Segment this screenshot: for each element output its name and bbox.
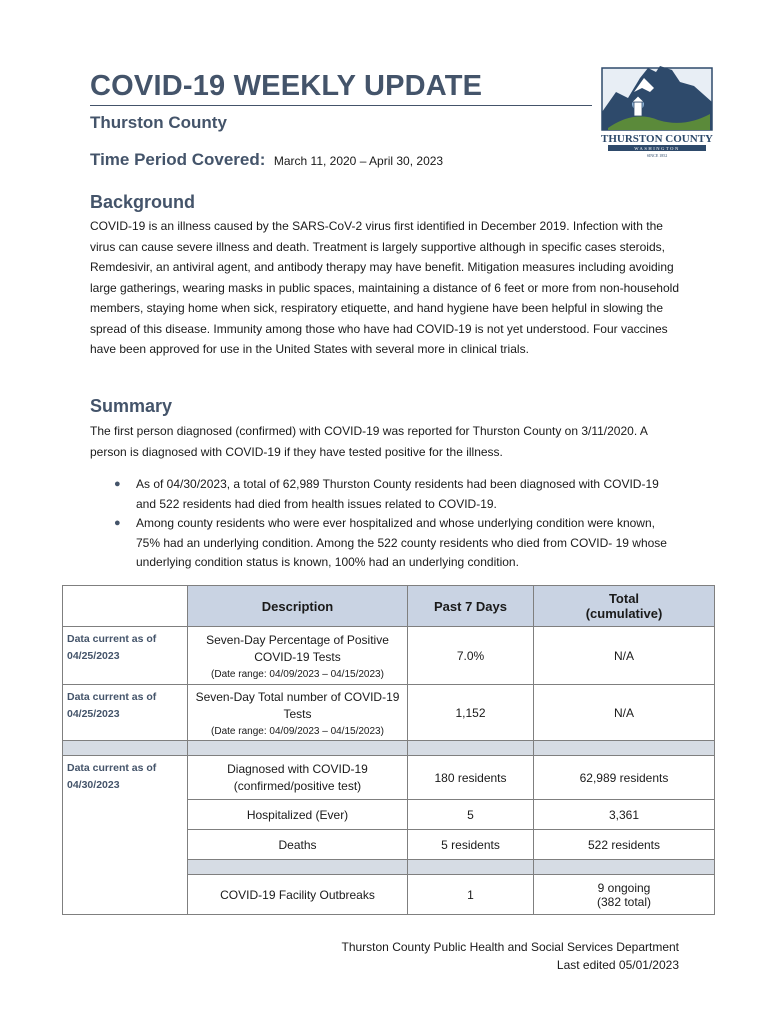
- description-main: Seven-Day Percentage of Positive COVID-19 Tests: [206, 632, 389, 664]
- data-asof-cell: [63, 685, 188, 741]
- summary-bullets: [90, 475, 680, 573]
- description-cell: Deaths: [188, 830, 408, 860]
- spacer-cell: [63, 741, 188, 756]
- summary-text: The first person diagnosed (confirmed) with COVID-19 was reported for Thurston County on 3/11/2020. A person is diagnosed with COVID-19 if they have tested positive for the illness.: [90, 424, 648, 459]
- list-item: [90, 514, 680, 573]
- spacer-cell: [188, 741, 408, 756]
- table-row: [63, 685, 715, 741]
- asof-label: Data current as of: [67, 633, 157, 645]
- county-subtitle: Thurston County: [90, 113, 227, 132]
- description-cell: [188, 627, 408, 685]
- background-text: COVID-19 is an illness caused by the SARS-CoV-2 virus first identified in December 2019. Infection with the virus can cause severe illness and death. Treatment is largely supportive although in specific cases steroids, Remdesivir, an antiviral agent, and antibody therapy may have benefit. Mitigation measures including avoiding large gatherings, wearing masks in public spaces, maintaining a distance of 6 feet or more from non-household members, staying home when sick, respiratory etiquette, and hand hygiene have been helpful in slowing the spread of this disease. Immunity among those who have had COVID-19 is not yet understood. Four vaccines have been approved for use in the United States with several more in clinical trials.: [90, 219, 679, 356]
- spacer-cell: [534, 860, 715, 875]
- summary-heading: Summary: [90, 396, 173, 416]
- bullet-text: As of 04/30/2023, a total of 62,989 Thurston County residents had been diagnosed with COVID-19 and 522 residents had died from health issues related to COVID-19.: [136, 477, 659, 511]
- table-spacer-row: [63, 741, 715, 756]
- description-date-range: (Date range: 04/09/2023 – 04/15/2023): [211, 668, 384, 680]
- past7-cell: 7.0%: [408, 627, 534, 685]
- asof-label: Data current as of: [67, 762, 157, 774]
- spacer-cell: [188, 860, 408, 875]
- bullet-text: Among county residents who were ever hospitalized and whose underlying condition were known, 75% had an underlying condition. Among the 522 county residents who died from COVID- 19 whose underlying condition status is known, 100% had an underlying condition.: [136, 516, 667, 569]
- background-heading: Background: [90, 192, 196, 212]
- logo-state: WASHINGTON: [634, 146, 680, 151]
- total-cell: N/A: [534, 627, 715, 685]
- covid-data-table: [62, 585, 715, 915]
- table-header-row: [63, 586, 715, 627]
- spacer-cell: [534, 741, 715, 756]
- description-main: Diagnosed with COVID-19 (confirmed/positive test): [227, 761, 368, 793]
- past7-cell: 1: [408, 875, 534, 915]
- total-cell: N/A: [534, 685, 715, 741]
- table-header-past7: Past 7 Days: [408, 586, 534, 627]
- total-cell: 3,361: [534, 800, 715, 830]
- logo-since: SINCE 1852: [646, 153, 668, 158]
- table-header-description: Description: [188, 586, 408, 627]
- table-header-total-line1: Total: [608, 591, 640, 606]
- total-ongoing: 9 ongoing: [597, 880, 651, 895]
- data-asof-cell: [63, 756, 188, 915]
- footer-department: Thurston County Public Health and Social Services Department: [341, 940, 679, 954]
- table-header-total-line2: (cumulative): [585, 606, 663, 621]
- past7-cell: 180 residents: [408, 756, 534, 800]
- title-divider: [90, 105, 592, 106]
- asof-date: 04/25/2023: [67, 708, 120, 720]
- bullet-icon: ●: [114, 517, 121, 529]
- spacer-cell: [408, 741, 534, 756]
- description-cell: Hospitalized (Ever): [188, 800, 408, 830]
- description-date-range: (Date range: 04/09/2023 – 04/15/2023): [211, 725, 384, 737]
- footer: [342, 938, 680, 974]
- table-header-blank: [63, 586, 188, 627]
- asof-date: 04/30/2023: [67, 779, 120, 791]
- table-header-total: [534, 586, 715, 627]
- time-period-value: March 11, 2020 – April 30, 2023: [273, 154, 444, 168]
- asof-date: 04/25/2023: [67, 650, 120, 662]
- table-row: [63, 756, 715, 800]
- description-cell: COVID-19 Facility Outbreaks: [188, 875, 408, 915]
- total-cell: 522 residents: [534, 830, 715, 860]
- description-cell: [188, 685, 408, 741]
- table-row: [63, 627, 715, 685]
- past7-cell: 5: [408, 800, 534, 830]
- total-cell: 62,989 residents: [534, 756, 715, 800]
- thurston-county-logo: [594, 62, 720, 158]
- description-cell: [188, 756, 408, 800]
- total-cell: [534, 875, 715, 915]
- data-asof-cell: [63, 627, 188, 685]
- spacer-cell: [408, 860, 534, 875]
- bullet-icon: ●: [114, 478, 121, 490]
- past7-cell: 5 residents: [408, 830, 534, 860]
- time-period-label: Time Period Covered:: [90, 150, 266, 169]
- description-main: Seven-Day Total number of COVID-19 Tests: [195, 689, 400, 721]
- past7-cell: 1,152: [408, 685, 534, 741]
- logo-name: THURSTON COUNTY: [601, 133, 713, 145]
- time-period: [90, 150, 443, 170]
- asof-label: Data current as of: [67, 691, 157, 703]
- total-overall: (382 total): [596, 894, 652, 909]
- page-title: COVID-19 WEEKLY UPDATE: [90, 70, 483, 102]
- list-item: [90, 475, 680, 514]
- footer-last-edited: Last edited 05/01/2023: [556, 958, 679, 972]
